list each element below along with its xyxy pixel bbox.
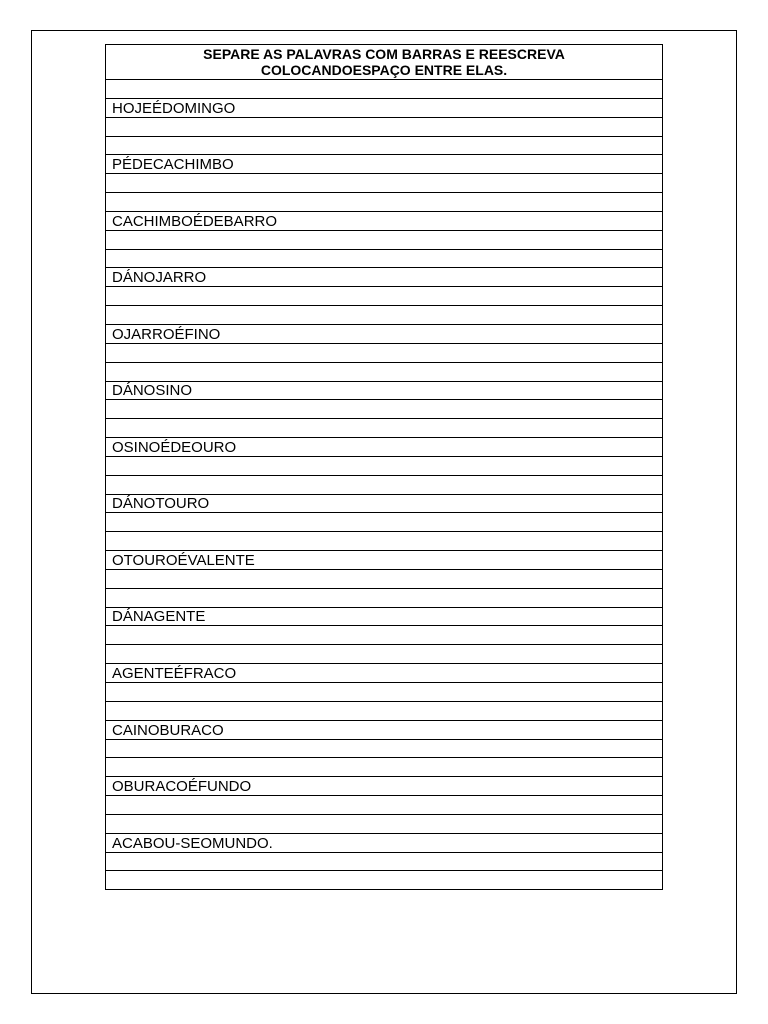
word-cell: DÁNOTOURO — [106, 494, 663, 513]
word-cell: AGENTEÉFRACO — [106, 664, 663, 683]
spacer-row-cell[interactable] — [106, 80, 663, 99]
word-cell: DÁNAGENTE — [106, 607, 663, 626]
word-cell: ACABOU-SEOMUNDO. — [106, 833, 663, 852]
word-row — [106, 551, 663, 570]
answer-row-cell[interactable] — [106, 588, 663, 607]
word-row — [106, 833, 663, 852]
worksheet-title — [106, 45, 663, 80]
word-row — [106, 155, 663, 174]
title-line-2: COLOCANDOESPAÇO ENTRE ELAS. — [260, 62, 508, 78]
answer-row — [106, 400, 663, 419]
answer-row-cell[interactable] — [106, 174, 663, 193]
word-cell: OJARROÉFINO — [106, 324, 663, 343]
answer-row — [106, 475, 663, 494]
answer-row-cell[interactable] — [106, 645, 663, 664]
answer-row — [106, 814, 663, 833]
answer-row — [106, 419, 663, 438]
answer-row — [106, 117, 663, 136]
answer-row — [106, 871, 663, 890]
answer-row-cell[interactable] — [106, 419, 663, 438]
answer-row — [106, 287, 663, 306]
answer-row-cell[interactable] — [106, 683, 663, 702]
word-row — [106, 777, 663, 796]
word-row — [106, 438, 663, 457]
answer-row-cell[interactable] — [106, 701, 663, 720]
word-cell: OBURACOÉFUNDO — [106, 777, 663, 796]
answer-row-cell[interactable] — [106, 796, 663, 815]
answer-row-cell[interactable] — [106, 343, 663, 362]
word-row — [106, 494, 663, 513]
answer-row-cell[interactable] — [106, 852, 663, 871]
title-line-1: SEPARE AS PALAVRAS COM BARRAS E REESCREVA — [203, 46, 565, 62]
answer-row-cell[interactable] — [106, 758, 663, 777]
answer-row-cell[interactable] — [106, 871, 663, 890]
answer-row — [106, 306, 663, 325]
word-row — [106, 664, 663, 683]
answer-row-cell[interactable] — [106, 136, 663, 155]
answer-row-cell[interactable] — [106, 626, 663, 645]
answer-row — [106, 645, 663, 664]
answer-row-cell[interactable] — [106, 475, 663, 494]
word-row — [106, 607, 663, 626]
answer-row-cell[interactable] — [106, 362, 663, 381]
answer-row — [106, 626, 663, 645]
word-cell: PÉDECACHIMBO — [106, 155, 663, 174]
answer-row — [106, 513, 663, 532]
answer-row — [106, 230, 663, 249]
title-row — [106, 45, 663, 80]
word-row — [106, 324, 663, 343]
answer-row — [106, 193, 663, 212]
answer-row-cell[interactable] — [106, 117, 663, 136]
word-cell: HOJEÉDOMINGO — [106, 98, 663, 117]
answer-row-cell[interactable] — [106, 569, 663, 588]
answer-row-cell[interactable] — [106, 739, 663, 758]
answer-row — [106, 739, 663, 758]
answer-row — [106, 701, 663, 720]
worksheet-table — [105, 44, 663, 890]
answer-row — [106, 532, 663, 551]
answer-row-cell[interactable] — [106, 400, 663, 419]
answer-row-cell[interactable] — [106, 230, 663, 249]
answer-row-cell[interactable] — [106, 456, 663, 475]
word-cell: OTOUROÉVALENTE — [106, 551, 663, 570]
answer-row — [106, 588, 663, 607]
answer-row-cell[interactable] — [106, 532, 663, 551]
answer-row — [106, 758, 663, 777]
spacer-row — [106, 80, 663, 99]
answer-row — [106, 683, 663, 702]
answer-row-cell[interactable] — [106, 306, 663, 325]
answer-row — [106, 249, 663, 268]
word-cell: DÁNOJARRO — [106, 268, 663, 287]
answer-row-cell[interactable] — [106, 193, 663, 212]
answer-row-cell[interactable] — [106, 513, 663, 532]
answer-row — [106, 362, 663, 381]
answer-row — [106, 456, 663, 475]
answer-row — [106, 796, 663, 815]
word-row — [106, 720, 663, 739]
answer-row — [106, 852, 663, 871]
word-cell: CACHIMBOÉDEBARRO — [106, 211, 663, 230]
word-row — [106, 268, 663, 287]
word-cell: CAINOBURACO — [106, 720, 663, 739]
answer-row-cell[interactable] — [106, 814, 663, 833]
answer-row-cell[interactable] — [106, 287, 663, 306]
worksheet-body — [106, 45, 663, 890]
word-row — [106, 98, 663, 117]
answer-row — [106, 343, 663, 362]
answer-row-cell[interactable] — [106, 249, 663, 268]
word-cell: DÁNOSINO — [106, 381, 663, 400]
answer-row — [106, 174, 663, 193]
answer-row — [106, 136, 663, 155]
word-row — [106, 381, 663, 400]
answer-row — [106, 569, 663, 588]
word-cell: OSINOÉDEOURO — [106, 438, 663, 457]
word-row — [106, 211, 663, 230]
